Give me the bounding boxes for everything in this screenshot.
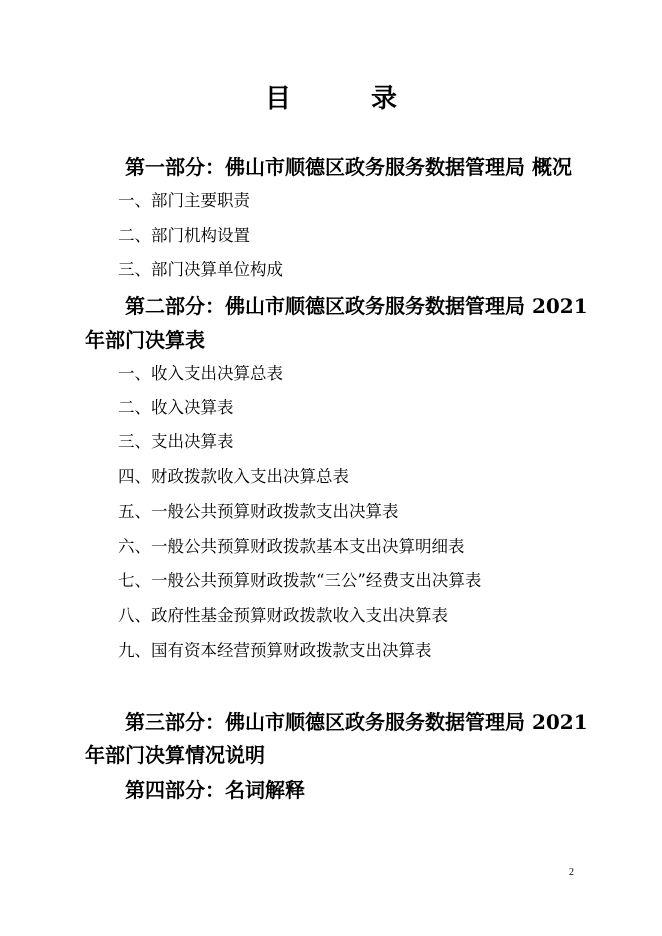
toc-item: 二、部门机构设置 bbox=[118, 226, 250, 245]
toc-item: 五、一般公共预算财政拨款支出决算表 bbox=[118, 502, 399, 521]
toc-item: 六、一般公共预算财政拨款基本支出决算明细表 bbox=[118, 537, 465, 556]
title-char: 录 bbox=[371, 84, 398, 114]
section-2-heading: 第二部分：佛山市顺德区政务服务数据管理局 2021 bbox=[125, 294, 588, 318]
toc-item: 二、收入决算表 bbox=[118, 398, 234, 417]
toc-item: 三、部门决算单位构成 bbox=[118, 260, 283, 279]
toc-item: 九、国有资本经营预算财政拨款支出决算表 bbox=[118, 641, 432, 660]
toc-item: 一、收入支出决算总表 bbox=[118, 364, 283, 383]
section-3-heading: 第三部分：佛山市顺德区政务服务数据管理局 2021 bbox=[125, 710, 588, 734]
toc-item: 八、政府性基金预算财政拨款收入支出决算表 bbox=[118, 606, 448, 625]
toc-item: 四、财政拨款收入支出决算总表 bbox=[118, 467, 349, 486]
toc-item: 一、部门主要职责 bbox=[118, 191, 250, 210]
toc-item: 三、支出决算表 bbox=[118, 432, 234, 451]
page-number: 2 bbox=[569, 867, 574, 878]
toc-title bbox=[0, 86, 662, 112]
section-1-heading: 第一部分：佛山市顺德区政务服务数据管理局 概况 bbox=[125, 155, 572, 179]
title-char: 目 bbox=[264, 84, 291, 114]
section-3-heading-cont: 年部门决算情况说明 bbox=[85, 743, 265, 767]
section-4-heading: 第四部分：名词解释 bbox=[125, 778, 305, 802]
toc-item: 七、一般公共预算财政拨款“三公”经费支出决算表 bbox=[118, 571, 482, 590]
section-2-heading-cont: 年部门决算表 bbox=[85, 328, 205, 352]
